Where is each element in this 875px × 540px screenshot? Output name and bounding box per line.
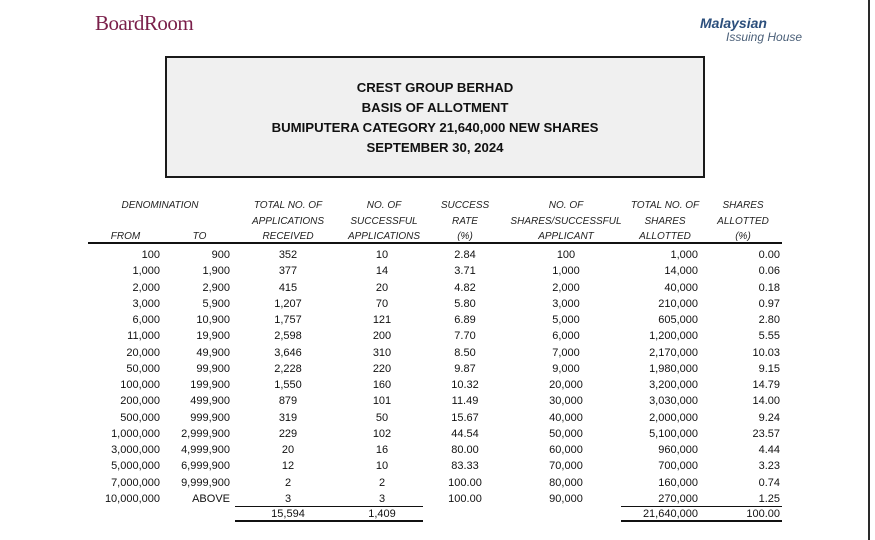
cell-shares-per-applicant: 6,000 <box>552 330 580 343</box>
cell-total-shares: 14,000 <box>664 265 698 278</box>
cell-success-rate: 15.67 <box>451 411 479 424</box>
cell-successful: 200 <box>372 330 392 343</box>
cell-success-rate: 3.71 <box>454 265 476 278</box>
cell-total-shares: 270,000 <box>658 492 698 505</box>
cell-pct: 1.25 <box>758 492 780 505</box>
header-rule <box>88 242 782 244</box>
header-line: APPLICATIONS <box>251 215 325 227</box>
header-denomination: DENOMINATION <box>121 200 199 211</box>
header-from: FROM <box>110 231 141 242</box>
cell-from: 500,000 <box>120 411 160 424</box>
mih-logo-line1: Malaysian <box>700 15 767 31</box>
cell-success-rate: 9.87 <box>454 362 476 375</box>
cell-total-shares: 40,000 <box>664 281 698 294</box>
cell-total-shares: 210,000 <box>658 297 698 310</box>
cell-to: 4,999,900 <box>181 444 230 456</box>
cell-applications: 2,228 <box>274 362 302 375</box>
cell-applications: 1,550 <box>274 379 302 391</box>
table-row <box>0 442 875 458</box>
header-line: ALLOTTED <box>717 215 769 227</box>
cell-to: 199,900 <box>190 379 230 391</box>
cell-successful: 220 <box>372 362 392 375</box>
cell-successful: 20 <box>375 281 389 294</box>
cell-to: ABOVE <box>192 492 230 505</box>
cell-to: 9,999,900 <box>181 476 230 489</box>
cell-pct: 0.00 <box>758 249 780 261</box>
header-success-rate <box>430 198 500 245</box>
cell-from: 10,000,000 <box>104 492 160 505</box>
cell-applications: 1,757 <box>274 314 302 326</box>
cell-shares-per-applicant: 9,000 <box>552 362 580 375</box>
cell-to: 900 <box>211 249 230 261</box>
header-line: NO. OF <box>548 200 584 211</box>
cell-from: 100 <box>141 249 160 261</box>
header-total-shares-allotted <box>620 198 710 245</box>
cell-from: 20,000 <box>126 346 160 359</box>
header-total-applications <box>238 198 338 245</box>
cell-shares-per-applicant: 70,000 <box>549 460 583 473</box>
cell-success-rate: 100.00 <box>448 492 482 505</box>
cell-applications: 879 <box>278 395 298 408</box>
cell-success-rate: 8.50 <box>454 346 476 359</box>
cell-total-shares: 3,200,000 <box>649 379 698 391</box>
cell-successful: 310 <box>372 346 392 359</box>
cell-total-shares: 1,200,000 <box>649 330 698 343</box>
table-row <box>0 410 875 426</box>
cell-pct: 14.79 <box>752 379 780 391</box>
category-title: BUMIPUTERA CATEGORY 21,640,000 NEW SHARES <box>271 120 599 135</box>
cell-from: 11,000 <box>127 330 160 343</box>
cell-success-rate: 2.84 <box>454 249 476 261</box>
cell-shares-per-applicant: 30,000 <box>549 395 583 408</box>
total-pct: 100.00 <box>746 508 780 520</box>
header-line: SHARES <box>644 215 686 227</box>
cell-success-rate: 7.70 <box>454 330 476 343</box>
table-row <box>0 393 875 409</box>
cell-shares-per-applicant: 3,000 <box>552 297 580 310</box>
table-row <box>0 263 875 279</box>
table-row <box>0 345 875 361</box>
table-row <box>0 491 875 507</box>
cell-pct: 0.06 <box>758 265 780 278</box>
cell-pct: 23.57 <box>752 427 780 440</box>
cell-shares-per-applicant: 40,000 <box>549 411 583 424</box>
cell-total-shares: 3,030,000 <box>649 395 698 408</box>
cell-total-shares: 1,980,000 <box>649 362 698 375</box>
header-line: RATE <box>452 215 478 227</box>
cell-from: 7,000,000 <box>111 476 160 489</box>
cell-successful: 10 <box>375 460 389 473</box>
cell-total-shares: 960,000 <box>658 444 698 456</box>
cell-from: 3,000,000 <box>111 444 160 456</box>
total-applications: 15,594 <box>271 508 305 520</box>
cell-applications: 3,646 <box>274 346 302 359</box>
cell-success-rate: 4.82 <box>454 281 476 294</box>
cell-total-shares: 1,000 <box>670 249 698 261</box>
cell-success-rate: 10.32 <box>451 379 479 391</box>
mih-logo-line2: Issuing House <box>726 30 803 44</box>
cell-shares-per-applicant: 1,000 <box>552 265 580 278</box>
header-successful-applications <box>334 198 434 245</box>
cell-pct: 9.24 <box>758 411 780 424</box>
cell-pct: 0.97 <box>758 297 780 310</box>
cell-success-rate: 44.54 <box>451 427 479 440</box>
totals-bottom-rule-left <box>235 520 423 522</box>
cell-to: 49,900 <box>196 346 230 359</box>
cell-successful: 16 <box>375 444 389 456</box>
header-line: SHARES/SUCCESSFUL <box>510 215 622 227</box>
cell-applications: 229 <box>278 427 298 440</box>
cell-success-rate: 80.00 <box>451 444 479 456</box>
table-row <box>0 280 875 296</box>
cell-successful: 102 <box>372 427 392 440</box>
table-row <box>0 377 875 393</box>
cell-shares-per-applicant: 50,000 <box>549 427 583 440</box>
cell-to: 5,900 <box>202 297 230 310</box>
cell-from: 200,000 <box>120 395 160 408</box>
cell-pct: 10.03 <box>752 346 780 359</box>
table-row <box>0 475 875 491</box>
cell-shares-per-applicant: 60,000 <box>549 444 583 456</box>
total-shares-allotted: 21,640,000 <box>642 508 698 520</box>
cell-shares-per-applicant: 7,000 <box>552 346 580 359</box>
cell-total-shares: 160,000 <box>658 476 698 489</box>
document-date: SEPTEMBER 30, 2024 <box>366 140 504 155</box>
cell-from: 3,000 <box>132 297 160 310</box>
header-to: TO <box>192 231 207 242</box>
cell-pct: 14.00 <box>752 395 780 408</box>
cell-pct: 2.80 <box>758 314 780 326</box>
cell-total-shares: 2,000,000 <box>649 411 698 424</box>
cell-from: 50,000 <box>126 362 160 375</box>
cell-from: 5,000,000 <box>111 460 160 473</box>
cell-pct: 5.55 <box>758 330 780 343</box>
mih-logo <box>700 15 815 44</box>
table-row <box>0 312 875 328</box>
cell-shares-per-applicant: 100 <box>556 249 576 261</box>
total-successful: 1,409 <box>368 508 396 520</box>
cell-success-rate: 5.80 <box>454 297 476 310</box>
cell-applications: 12 <box>281 460 295 473</box>
cell-from: 1,000 <box>132 265 160 278</box>
boardroom-logo: BoardRoom <box>95 11 194 35</box>
header-line: (%) <box>735 231 751 242</box>
header-line: NO. OF <box>366 200 402 211</box>
header-line: RECEIVED <box>262 231 314 242</box>
cell-success-rate: 6.89 <box>454 314 476 326</box>
cell-shares-per-applicant: 80,000 <box>549 476 583 489</box>
cell-to: 99,900 <box>196 362 230 375</box>
table-row <box>0 361 875 377</box>
cell-total-shares: 605,000 <box>658 314 698 326</box>
cell-successful: 50 <box>375 411 389 424</box>
table-row <box>0 247 875 263</box>
header-shares-per-applicant <box>506 198 626 245</box>
cell-pct: 9.15 <box>758 362 780 375</box>
cell-success-rate: 100.00 <box>448 476 482 489</box>
cell-applications: 352 <box>278 249 298 261</box>
cell-successful: 70 <box>375 297 389 310</box>
cell-successful: 3 <box>378 492 386 505</box>
table-row <box>0 426 875 442</box>
cell-applications: 2,598 <box>274 330 302 343</box>
cell-pct: 0.18 <box>758 281 780 294</box>
cell-from: 2,000 <box>132 281 160 294</box>
table-row <box>0 328 875 344</box>
cell-to: 6,999,900 <box>181 460 230 473</box>
cell-successful: 2 <box>378 476 386 489</box>
cell-total-shares: 5,100,000 <box>649 427 698 440</box>
header-line: APPLICATIONS <box>347 231 421 242</box>
cell-successful: 10 <box>375 249 389 261</box>
cell-applications: 3 <box>284 492 292 505</box>
title-box <box>165 56 705 178</box>
cell-successful: 14 <box>375 265 389 278</box>
table-row <box>0 458 875 474</box>
cell-pct: 4.44 <box>758 444 780 456</box>
cell-from: 1,000,000 <box>111 427 160 440</box>
company-name: CREST GROUP BERHAD <box>356 80 514 95</box>
cell-applications: 20 <box>281 444 295 456</box>
cell-total-shares: 700,000 <box>658 460 698 473</box>
cell-successful: 160 <box>372 379 392 391</box>
cell-success-rate: 11.49 <box>451 395 479 408</box>
cell-from: 100,000 <box>120 379 160 391</box>
cell-shares-per-applicant: 20,000 <box>549 379 583 391</box>
cell-applications: 319 <box>278 411 298 424</box>
header-line: TOTAL NO. OF <box>253 200 323 211</box>
cell-success-rate: 83.33 <box>451 460 479 473</box>
cell-shares-per-applicant: 2,000 <box>552 281 580 294</box>
cell-to: 2,999,900 <box>181 427 230 440</box>
header-line: SUCCESSFUL <box>350 215 418 227</box>
cell-pct: 3.23 <box>758 460 780 473</box>
document-title: BASIS OF ALLOTMENT <box>361 100 509 115</box>
cell-to: 1,900 <box>202 265 230 278</box>
cell-to: 2,900 <box>202 281 230 294</box>
cell-to: 19,900 <box>196 330 230 343</box>
cell-pct: 0.74 <box>758 476 780 489</box>
cell-applications: 2 <box>284 476 292 489</box>
header-line: SUCCESS <box>440 200 490 211</box>
cell-to: 10,900 <box>196 314 230 326</box>
header-line: SHARES <box>722 200 764 211</box>
cell-applications: 1,207 <box>274 297 302 310</box>
header-line: APPLICANT <box>538 231 594 242</box>
cell-shares-per-applicant: 90,000 <box>549 492 583 505</box>
cell-to: 499,900 <box>190 395 230 408</box>
totals-bottom-rule-right <box>621 520 782 522</box>
cell-shares-per-applicant: 5,000 <box>552 314 580 326</box>
cell-from: 6,000 <box>132 314 160 326</box>
cell-to: 999,900 <box>190 411 230 424</box>
header-line: ALLOTTED <box>639 231 691 242</box>
table-row <box>0 296 875 312</box>
header-line: (%) <box>457 231 473 242</box>
header-shares-allotted-pct <box>708 198 778 245</box>
cell-applications: 377 <box>278 265 298 278</box>
cell-successful: 121 <box>372 314 392 326</box>
cell-applications: 415 <box>278 281 298 294</box>
cell-successful: 101 <box>372 395 392 408</box>
header-line: TOTAL NO. OF <box>630 200 700 211</box>
cell-total-shares: 2,170,000 <box>649 346 698 359</box>
